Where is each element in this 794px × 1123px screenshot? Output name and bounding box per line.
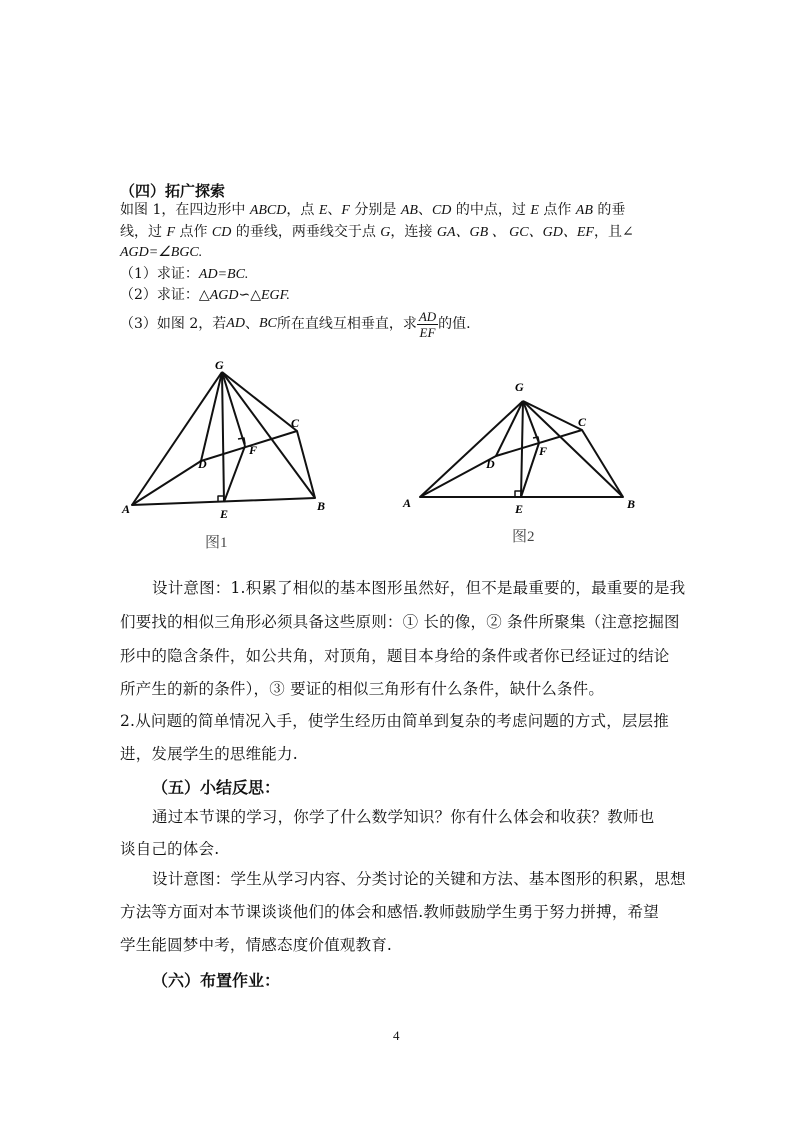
question-1: （1）求证：AD=BC. — [120, 266, 249, 282]
fig1-label-d: D — [198, 457, 207, 471]
design-intent-2-line-3: 学生能圆梦中考，情感态度价值观教育. — [120, 936, 393, 954]
page-number: 4 — [393, 1028, 400, 1043]
figure-1-caption: 图1 — [205, 535, 228, 551]
design-intent-1-line-6: 进，发展学生的思维能力. — [120, 745, 298, 763]
fig2-label-e: E — [515, 502, 524, 516]
fig1-label-c: C — [291, 416, 300, 430]
design-intent-1-line-5: 2.从问题的简单情况入手，使学生经历由简单到复杂的考虑问题的方式，层层推 — [120, 712, 669, 730]
section-5-line-2: 谈自己的体会. — [120, 840, 220, 858]
figure-1 — [115, 353, 337, 528]
fig2-label-c: C — [578, 415, 587, 429]
figure-2 — [397, 372, 647, 522]
problem-line-2: 线，过 F 点作 CD 的垂线，两垂线交于点 G，连接 GA、GB 、 GC、GD、EF，且∠ — [120, 224, 634, 240]
fig2-label-g: G — [515, 380, 524, 394]
design-intent-2-line-1: 设计意图：学生从学习内容、分类讨论的关键和方法、基本图形的积累，思想 — [152, 870, 686, 888]
problem-line-3: AGD=∠BGC. — [120, 245, 203, 260]
question-3: （3）如图 2，若 AD 、 BC 所在直线互相垂直，求 $\frac{AD}{EF}$ 的值. — [120, 308, 471, 340]
question-2: （2）求证：△AGD∽△EGF. — [120, 287, 290, 303]
design-intent-1-line-2: 们要找的相似三角形必须具备这些原则：① 长的像，② 条件所聚集（注意挖掘图 — [120, 613, 680, 631]
fig2-label-d: D — [486, 457, 495, 471]
design-intent-2-line-2: 方法等方面对本节课谈谈他们的体会和感悟.教师鼓励学生勇于努力拼搏，希望 — [120, 903, 659, 921]
fig1-label-b: B — [317, 499, 326, 513]
fig1-label-g: G — [215, 358, 224, 372]
fig2-label-a: A — [403, 496, 412, 510]
design-intent-1-line-1: 设计意图：1.积累了相似的基本图形虽然好，但不是最重要的，最重要的是我 — [152, 579, 686, 597]
fig1-label-f: F — [249, 443, 258, 457]
section-5-line-1: 通过本节课的学习，你学了什么数学知识？你有什么体会和收获？教师也 — [152, 808, 655, 826]
section-5-title: （五）小结反思： — [152, 778, 281, 797]
fig1-label-a: A — [122, 502, 131, 516]
fig2-label-b: B — [627, 497, 636, 511]
fig2-label-f: F — [539, 444, 548, 458]
design-intent-1-line-3: 形中的隐含条件，如公共角，对顶角，题目本身给的条件或者你已经证过的结论 — [120, 647, 670, 665]
problem-line-1: 如图 1，在四边形中 ABCD，点 E、F 分别是 AB、CD 的中点，过 E 点作 AB 的垂 — [120, 202, 626, 218]
fraction-ad-over-ef: $\frac{AD}{EF}$ — [418, 308, 437, 340]
figure-2-caption: 图2 — [512, 529, 535, 545]
fig1-label-e: E — [220, 507, 229, 521]
design-intent-1-line-4: 所产生的新的条件），③ 要证的相似三角形有什么条件，缺什么条件。 — [120, 680, 605, 698]
section-4-title: （四）拓广探索 — [120, 182, 226, 200]
section-6-title: （六）布置作业： — [152, 971, 281, 990]
